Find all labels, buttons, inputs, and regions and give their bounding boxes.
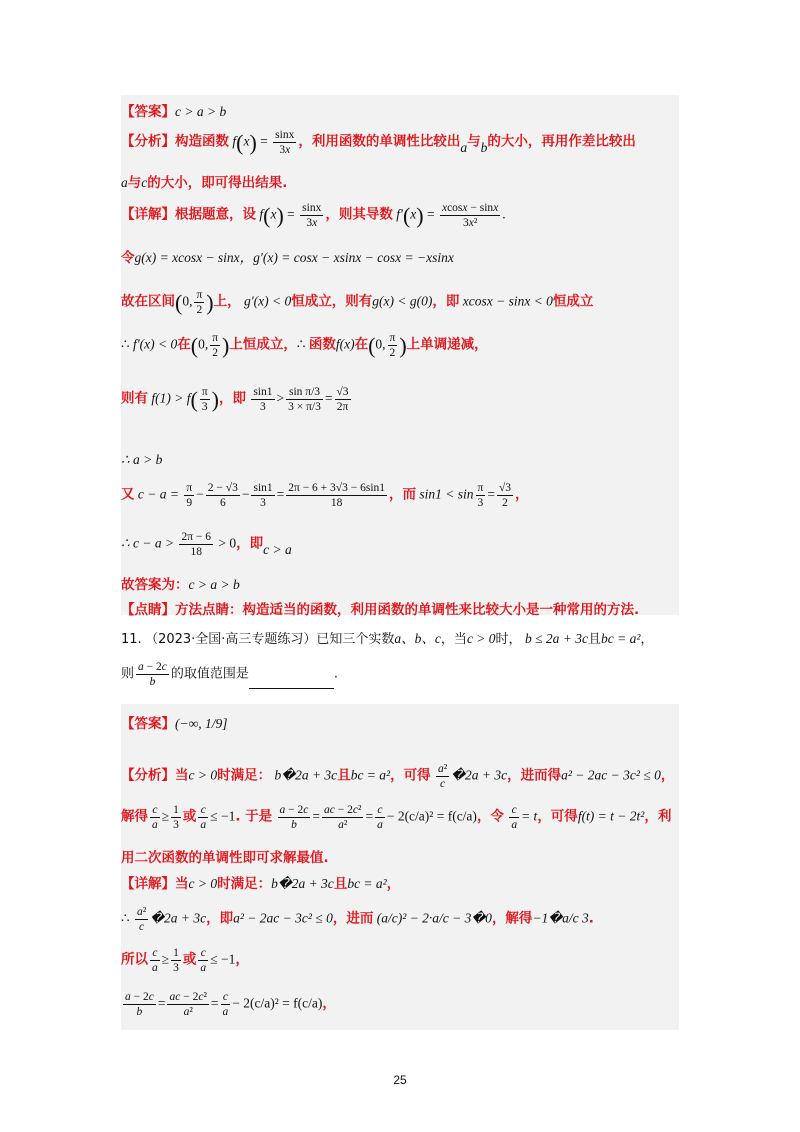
detail2-line-2: ∴ $\frac{\text{a²}}{c}$ �2a + 3c，即a² − 2ac − 3c² ≤ 0，进而 (a/c)² − 2·a/c − 3�0，解得−1�a/c 3.: [121, 906, 594, 933]
question-11: 11. （2023·全国·高三专题练习）已知三个实数a、b、c，当c > 0时， b ≤ 2a + 3c且bc = a²，: [121, 631, 654, 647]
analysis-line-2: a与c的大小，即可得出结果.: [121, 175, 288, 191]
analysis2-line-3: 用二次函数的单调性即可求解最值.: [121, 850, 329, 866]
detail-line-5: 则有 f(1) > f( $\frac{\pi}{3}$ )，即 $\frac{\sin 1}{3}$ > $\frac{\text{sin π/3}}{3 \times \pi/3}$ = $\frac{√3}{2\pi}$: [121, 386, 349, 413]
question-11-line-2: 则 $\frac{a - 2c}{b}$ 的取值范围是 .: [121, 661, 339, 688]
answer-blank[interactable]: [249, 674, 334, 689]
detail-line-7: 又 c − a = $\frac{\pi}{9}$ − $\frac{2 - √3}{6}$ − $\frac{\sin 1}{3}$ = $\frac{2\pi - 6 + 3√3 - 6\sin 1}{18}$ ，而 sin1 < sin $\frac{\pi}{3}$ = $\frac{√3}{2}$ ，: [121, 482, 529, 509]
answer-line-1: [121, 100, 226, 120]
detail2-line-3: 所以 $\frac{c}{a}$ ≥ $\frac{1}{3}$ 或 $\frac{c}{a}$ ≤ −1，: [121, 947, 249, 974]
detail2-line-1: 【详解】当c > 0时满足：b�2a + 3c且bc = a²，: [121, 876, 401, 892]
analysis-line-1: 【分析】构造函数 f(x) = $\frac{\sin x}{3x}$ ，利用函数的单调性比较出a与b的大小，再用作差比较出: [121, 129, 636, 156]
detail-line-3: 故在区间(0, $\frac{\pi}{2}$ )上， g′(x) < 0恒成立，则有g(x) < g(0)，即 xcosx − sinx < 0恒成立: [121, 289, 594, 316]
analysis2-line-1: 【分析】当c > 0时满足： b�2a + 3c且bc = a²，可得 $\frac{\text{a²}}{c}$ �2a + 3c，进而得a² − 2ac − 3c² ≤ 0，: [121, 763, 675, 790]
detail-line-4: ∴ f′(x) < 0在(0, $\frac{\pi}{2}$ )上恒成立，∴ 函数f(x)在(0, $\frac{\pi}{2}$ )上单调递减，: [121, 332, 488, 359]
answer-value: c > a > b: [175, 104, 227, 119]
detail-line-6: ∴ a > b: [121, 452, 163, 467]
answer-tag: 【答案】: [121, 104, 175, 120]
answer-line-2: 【答案】(−∞, 1/9]: [121, 716, 228, 732]
comment-line: 【点睛】方法点睛：构造适当的函数，利用函数的单调性来比较大小是一种常用的方法.: [121, 602, 640, 618]
detail-line-8: ∴ c − a > $\frac{2\pi - 6}{18}$ > 0，即c > a: [121, 531, 292, 558]
final-answer-line: 故答案为：c > a > b: [121, 577, 240, 593]
solution-block-2: [121, 704, 679, 1030]
detail2-line-4: $\frac{a - 2c}{b}$ = $\frac{\text{ac − 2c²}}{\text{a²}}$ = $\frac{c}{a}$ − 2(c/a)² = f(c/a)，: [125, 991, 336, 1018]
detail-line-2: 令g(x) = xcosx − sinx，g′(x) = cosx − xsinx − cosx = −xsinx: [121, 250, 454, 266]
analysis2-line-2: 解得 $\frac{c}{a}$ ≥ $\frac{1}{3}$ 或 $\frac{c}{a}$ ≤ −1. 于是 $\frac{a - 2c}{b}$ = $\frac{\text{ac − 2c²}}{\text{a²}}$ = $\frac{c}{a}$ − 2(c/a)² = f(c/a)，令 $\frac{c}{a}$ = t，可得f(t) = t − 2t²，利: [121, 804, 672, 831]
detail-line-1: 【详解】根据题意，设 f(x) = $\frac{\sin x}{3x}$ ，则其导数 f′(x) = $\frac{xcosx - \sin x}{\text{3x²}}$ .: [121, 202, 506, 229]
page-number: 25: [393, 1073, 407, 1087]
